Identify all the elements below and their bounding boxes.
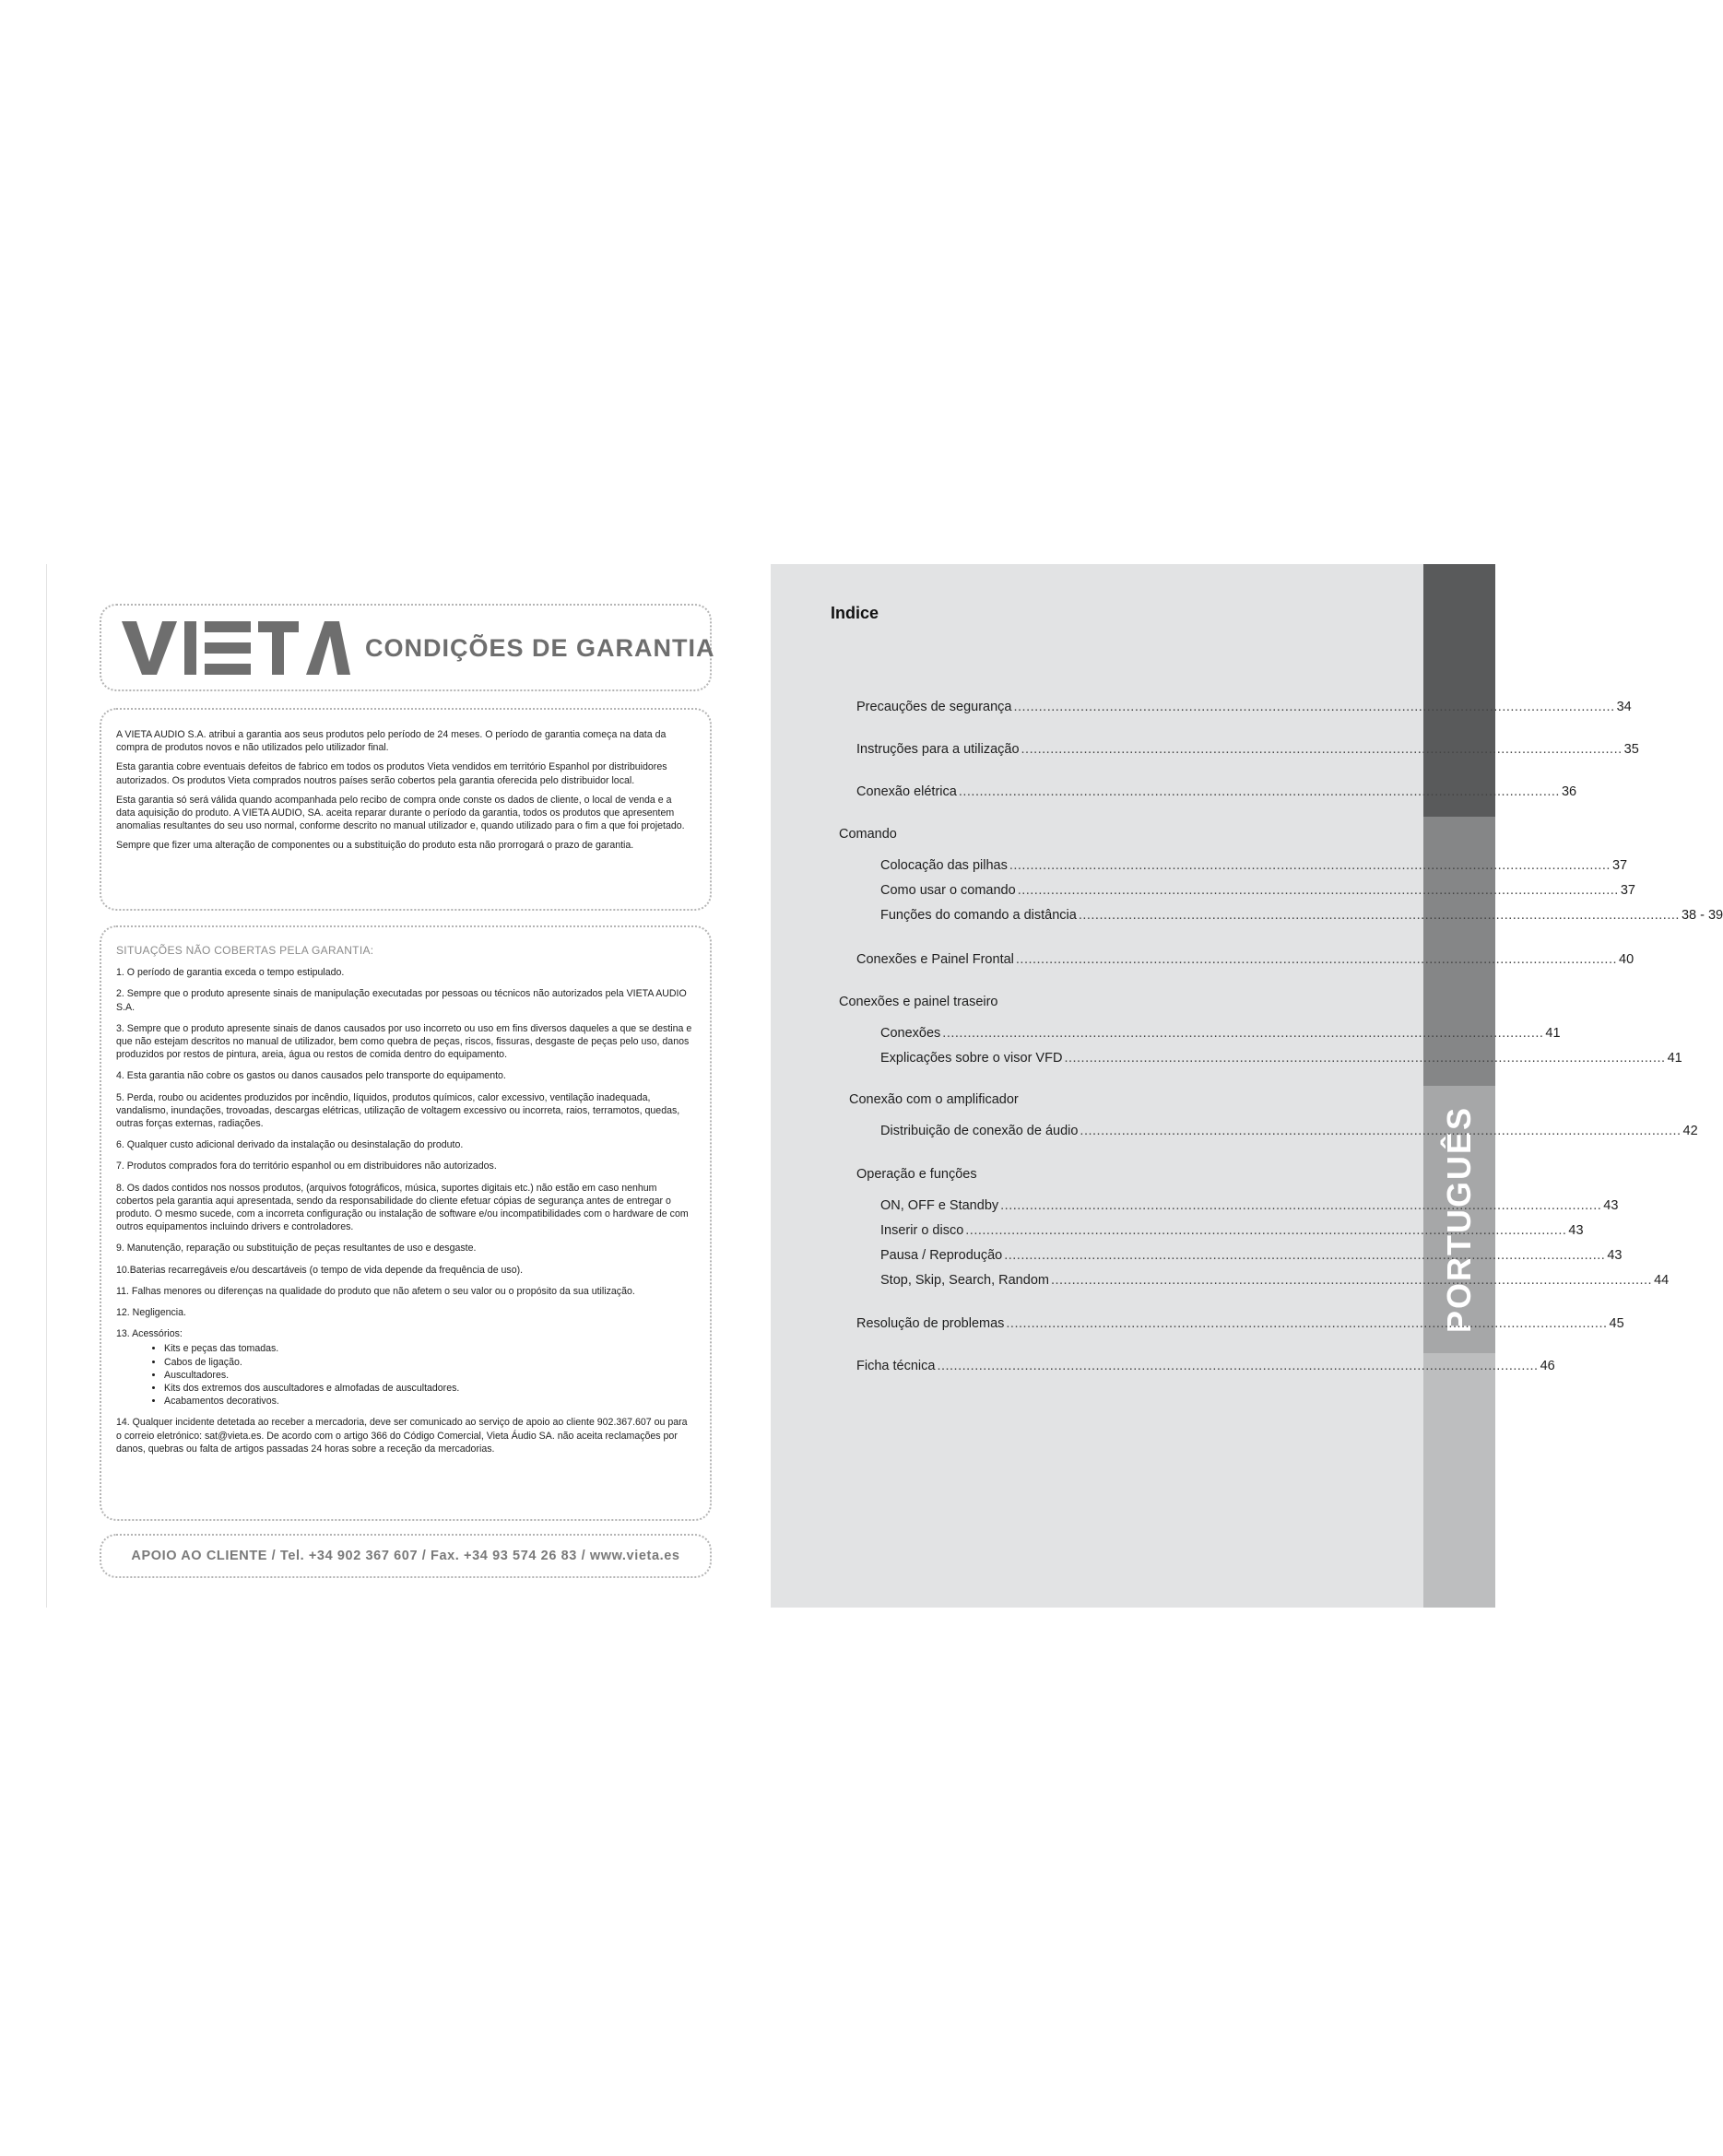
toc-page: 46 [1540,1359,1555,1373]
not-covered-box [100,925,712,1521]
toc-page: 37 [1611,858,1628,873]
toc-page: 45 [1609,1316,1624,1331]
intro-paragraph: Sempre que fizer uma alteração de componentes ou a substituição do produto esta não prorrogará o prazo de garantia. [116,840,634,852]
toc-entry[interactable] [880,1026,1561,1044]
index-title: Indice [831,604,879,622]
toc-entry[interactable] [880,1051,1682,1069]
toc-leader: ................................................................................................................................................ [1064,1051,1666,1066]
intro-paragraph: A VIETA AUDIO S.A. atribui a garantia aos seus produtos pelo período de 24 meses. O período de garantia começa na data da compra de produtos novos e não utilizados pelo utilizador final. [116,729,667,754]
not-covered-item: 6. Qualquer custo adicional derivado da instalação ou desinstalação do produto. [116,1139,464,1151]
page-edge [46,564,47,1608]
intro-box [100,708,712,911]
not-covered-item: 3. Sempre que o produto apresente sinais de danos causados por uso incorreto ou uso em fins diversos daqueles a que se destina e que não estejam descritos no manual de utilizador, bem como quebra de peças, riscos, fissuras, desgaste de peças pelo uso, danos produzidos por restos de pintura, areia, água ou restos de comida dentro do equipamento. [116,1022,692,1061]
toc-entry[interactable] [880,1124,1698,1142]
toc-label: ON, OFF e Standby [880,1198,999,1213]
toc-leader: ................................................................................................................................................ [1013,700,1615,714]
toc-label: Explicações sobre o visor VFD [880,1051,1063,1066]
toc-entry[interactable] [880,1273,1670,1291]
toc-section: Comando [839,827,897,842]
toc-leader: ................................................................................................................................................ [937,1359,1539,1373]
toc-leader: ................................................................................................................................................ [1004,1248,1606,1263]
toc-entry[interactable] [856,742,1639,760]
toc-page: 37 [1620,883,1635,898]
toc-entry[interactable] [880,1248,1623,1267]
toc-label: Stop, Skip, Search, Random [880,1273,1049,1288]
toc-label: Resolução de problemas [856,1316,1005,1331]
toc-leader: ................................................................................................................................................ [1017,883,1619,898]
toc-leader: ................................................................................................................................................ [1015,952,1618,967]
language-label: PORTUGUÊS [1440,1105,1478,1334]
toc-page: 43 [1607,1248,1623,1263]
toc-label: Como usar o comando [880,883,1016,898]
toc-leader: ................................................................................................................................................ [942,1026,1544,1041]
toc-entry[interactable] [880,908,1723,926]
toc-leader: ................................................................................................................................................ [1009,858,1611,873]
toc-page: 34 [1616,700,1632,714]
accessories-list [116,1342,693,1408]
toc-label: Conexão elétrica [856,784,957,799]
warranty-title: CONDIÇÕES DE GARANTIA [365,634,715,662]
toc-entry[interactable] [880,883,1635,901]
toc-leader: ................................................................................................................................................ [1021,742,1623,757]
intro-paragraph: Esta garantia cobre eventuais defeitos de fabrico em todos os produtos Vieta vendidos em território Espanhol por distribuidores autorizados. Os produtos Vieta comprados noutros países serão cobertos pela garantia oferecida pelo distribuidor local. [116,761,667,786]
toc-page: 43 [1603,1198,1619,1213]
not-covered-item: 5. Perda, roubo ou acidentes produzidos por incêndio, líquidos, produtos químicos, calor excessivo, ventilação inadequada, vandalismo, inundações, trovoadas, descargas elétricas, utilização de voltagem excessivo ou incorreta, raios, terramotos, quedas, outras forças externas, radiações. [116,1091,680,1130]
not-covered-item: 12. Negligencia. [116,1307,186,1319]
toc-label: Pausa / Reprodução [880,1248,1003,1263]
not-covered-item: 2. Sempre que o produto apresente sinais de manipulação executadas por pessoas ou técnicos não autorizados pela VIETA AUDIO S.A. [116,988,687,1013]
not-covered-item: 4. Esta garantia não cobre os gastos ou danos causados pelo transporte do equipamento. [116,1070,506,1082]
accessory-item: • Acabamentos decorativos. [164,1395,693,1408]
toc-label: Instruções para a utilização [856,742,1020,757]
intro-paragraph: Esta garantia só será válida quando acompanhada pelo recibo de compra onde conste os dados de cliente, o local de venda e a data aquisição do produto. A VIETA AUDIO, SA. aceita reparar durante o período da garantia, todos os produtos que apresentem anomalias resultantes do seu uso normal, conforme descrito no manual utilizador e, quando utilizado para o fim a que foi projetado. [116,794,685,832]
toc-section: Conexões e painel traseiro [839,995,998,1009]
toc-entry[interactable] [856,1359,1555,1377]
toc-page: 41 [1545,1026,1561,1041]
support-contact: APOIO AO CLIENTE / Tel. +34 902 367 607 / Fax. +34 93 574 26 83 / www.vieta.es [131,1549,680,1563]
accessory-item: • Auscultadores. [164,1369,693,1382]
toc-leader: ................................................................................................................................................ [965,1223,1567,1238]
toc-label: Inserir o disco [880,1223,964,1238]
toc-page: 41 [1667,1051,1682,1066]
toc-leader: ................................................................................................................................................ [1050,1273,1653,1288]
toc-label: Colocação das pilhas [880,858,1008,873]
toc-entry[interactable] [880,1223,1584,1242]
not-covered-item: 10.Baterias recarregáveis e/ou descartáveis (o tempo de vida depende da frequência de uso). [116,1264,524,1276]
toc-entry[interactable] [856,1316,1624,1335]
accessory-item: • Kits dos extremos dos auscultadores e almofadas de auscultadores. [164,1382,693,1395]
toc-page: 35 [1623,742,1639,757]
accessory-item: • Kits e peças das tomadas. [164,1342,693,1355]
not-covered-item: 14. Qualquer incidente detetada ao receber a mercadoria, deve ser comunicado ao serviço de apoio ao cliente 902.367.607 ou para o correio eletrónico: sat@vieta.es. De acordo com o artigo 366 do Código Comercial, Vieta Áudio SA. não aceita reclamações por danos, quebras ou falta de artigos passadas 24 horas sobre a receção da mercadorias. [116,1417,688,1455]
toc-label: Conexões e Painel Frontal [856,952,1014,967]
side-tab-dark [1423,564,1495,817]
not-covered-item: 8. Os dados contidos nos nossos produtos, (arquivos fotográficos, música, suportes digitais etc.) não estão em caso nenhum cobertos pela garantia aqui apresentada, sendo da responsabilidade do cliente efetuar cópias de segurança antes de entregar o produto. O mesmo sucede, com a incorreta configuração ou instalação de software e/ou incompatibilidades com o hardware de com outros equipamentos incluindo drivers e controladores. [116,1182,689,1233]
toc-page: 44 [1654,1273,1670,1288]
toc-label: Distribuição de conexão de áudio [880,1124,1079,1138]
side-tab-light [1423,1353,1495,1608]
toc-label: Precauções de segurança [856,700,1012,714]
toc-entry[interactable] [856,784,1577,803]
index-page [771,564,1423,1608]
toc-leader: ................................................................................................................................................ [1006,1316,1608,1331]
toc-page: 40 [1619,952,1634,967]
toc-leader: ................................................................................................................................................ [958,784,1560,799]
side-tab-mid [1423,817,1495,1086]
not-covered-item: 13. Acessórios: [116,1328,183,1340]
not-covered-heading: SITUAÇÕES NÃO COBERTAS PELA GARANTIA: [116,944,374,957]
toc-section: Operação e funções [856,1167,977,1182]
vieta-logo [120,616,350,678]
toc-label: Ficha técnica [856,1359,936,1373]
toc-leader: ................................................................................................................................................ [1078,908,1680,923]
toc-entry[interactable] [880,1198,1619,1217]
toc-label: Conexões [880,1026,941,1041]
toc-leader: ................................................................................................................................................ [1000,1198,1602,1213]
not-covered-item: 1. O período de garantia exceda o tempo estipulado. [116,967,345,979]
toc-entry[interactable] [880,858,1628,877]
not-covered-item: 7. Produtos comprados fora do território espanhol ou em distribuidores não autorizados. [116,1160,497,1172]
toc-section: Conexão com o amplificador [849,1092,1019,1107]
not-covered-item: 11. Falhas menores ou diferenças na qualidade do produto que não afetem o seu valor ou o propósito da sua utilização. [116,1285,635,1297]
toc-entry[interactable] [856,952,1634,971]
toc-page: 43 [1568,1223,1584,1238]
accessory-item: • Cabos de ligação. [164,1356,693,1369]
not-covered-item: 9. Manutenção, reparação ou substituição de peças resultantes de uso e desgaste. [116,1243,477,1255]
toc-label: Funções do comando a distância [880,908,1077,923]
toc-page: 36 [1561,784,1577,799]
toc-entry[interactable] [856,700,1632,718]
toc-page: 42 [1682,1124,1698,1138]
toc-leader: ................................................................................................................................................ [1080,1124,1682,1138]
toc-page: 38 - 39 [1681,908,1723,923]
